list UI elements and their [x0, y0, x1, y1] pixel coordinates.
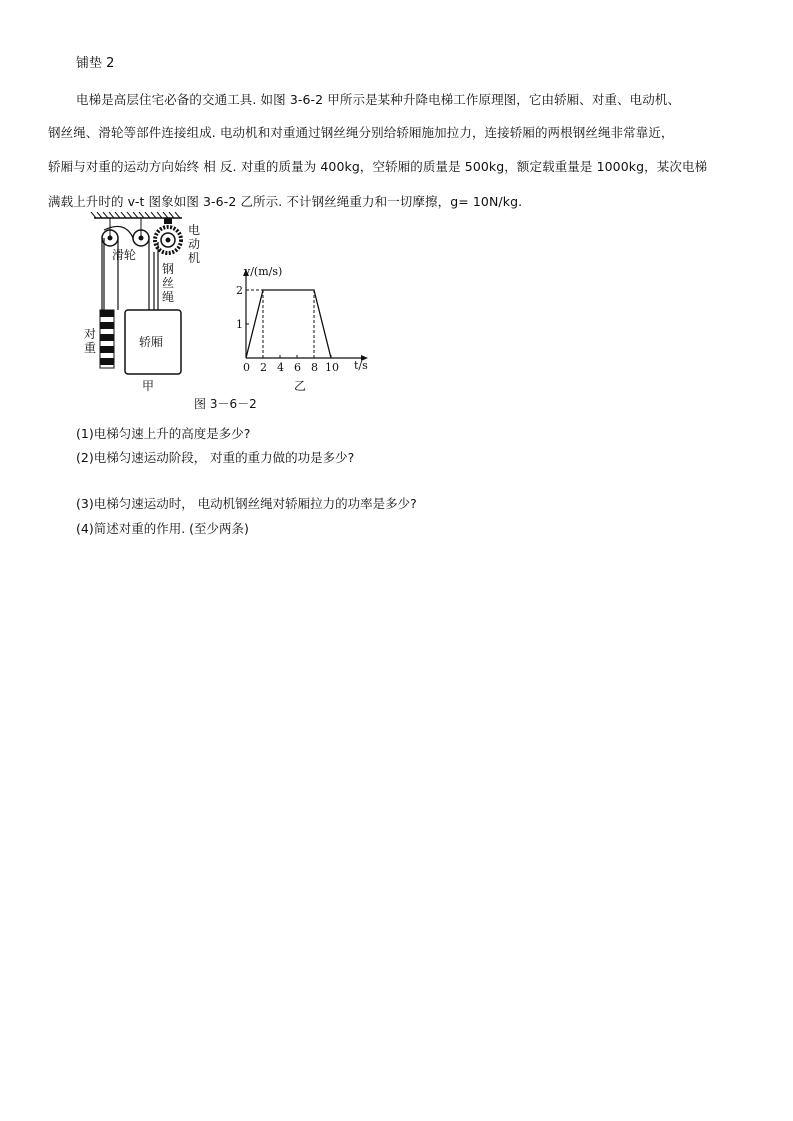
ceiling-icon — [91, 212, 182, 218]
motor-label-char-2: 动 — [188, 237, 201, 251]
y-axis-label: v/(m/s) — [244, 265, 283, 278]
question-2: (2)电梯匀速运动阶段， 对重的重力做的功是多少? — [76, 450, 355, 465]
rope-label — [162, 262, 178, 304]
rope-label-char-1: 钢 — [162, 262, 175, 276]
velocity-series-line — [246, 290, 331, 358]
rope-label-char-2: 丝 — [162, 276, 175, 290]
x-tick-label: 4 — [277, 361, 284, 374]
counterweight-label — [84, 326, 100, 355]
counterweight-block — [100, 310, 114, 368]
counterweight-label-char-1: 对 — [84, 327, 97, 341]
x-tick-label: 6 — [294, 361, 301, 374]
figure-caption: 图 3－6－2 — [194, 397, 257, 411]
x-tick-label: 0 — [243, 361, 250, 374]
sub-label-jia: 甲 — [142, 379, 155, 393]
question-1: (1)电梯匀速上升的高度是多少? — [76, 426, 251, 441]
vt-graph — [236, 265, 368, 393]
dashed-guides — [246, 290, 314, 358]
car-label: 轿厢 — [139, 335, 164, 349]
pulley-label: 滑轮 — [112, 248, 137, 262]
series-line — [246, 290, 331, 358]
x-tick-label: 10 — [325, 361, 339, 374]
motor-label — [188, 222, 204, 265]
paragraph-line-3: 轿厢与对重的运动方向始终 相 反. 对重的质量为 400kg，空轿厢的质量是 500kg，额定载重量是 1000kg，某次电梯 — [48, 159, 708, 174]
figure-3-6-2 — [78, 212, 388, 422]
question-3: (3)电梯匀速运动时， 电动机钢丝绳对轿厢拉力的功率是多少? — [76, 496, 417, 511]
section-heading: 铺垫 2 — [76, 56, 115, 71]
paragraph-line-4: 满载上升时的 v-t 图象如图 3-6-2 乙所示. 不计钢丝绳重力和一切摩擦，g= 10N/kg. — [48, 194, 523, 209]
x-tick-label: 8 — [311, 361, 318, 374]
motor-label-char-1: 电 — [188, 223, 201, 237]
x-axis-label: t/s — [354, 359, 368, 372]
rope-label-char-3: 绳 — [162, 290, 175, 304]
y-tick-label: 2 — [236, 284, 243, 297]
y-tick-label: 1 — [236, 318, 243, 331]
motor-label-char-3: 机 — [188, 251, 201, 265]
sub-label-yi: 乙 — [294, 379, 307, 393]
counterweight-label-char-2: 重 — [84, 341, 97, 355]
x-tick-label: 2 — [260, 361, 267, 374]
question-4: (4)简述对重的作用. (至少两条) — [76, 521, 249, 536]
paragraph-line-2: 钢丝绳、滑轮等部件连接组成. 电动机和对重通过钢丝绳分别给轿厢施加拉力，连接轿厢的两根钢丝绳非常靠近， — [48, 125, 674, 140]
elevator-diagram-and-graph — [78, 212, 388, 422]
motor-icon — [155, 218, 181, 253]
pulley-right-icon — [133, 218, 149, 246]
paragraph-line-1: 电梯是高层住宅必备的交通工具. 如图 3-6-2 甲所示是某种升降电梯工作原理图，它由轿厢、对重、电动机、 — [76, 92, 681, 107]
